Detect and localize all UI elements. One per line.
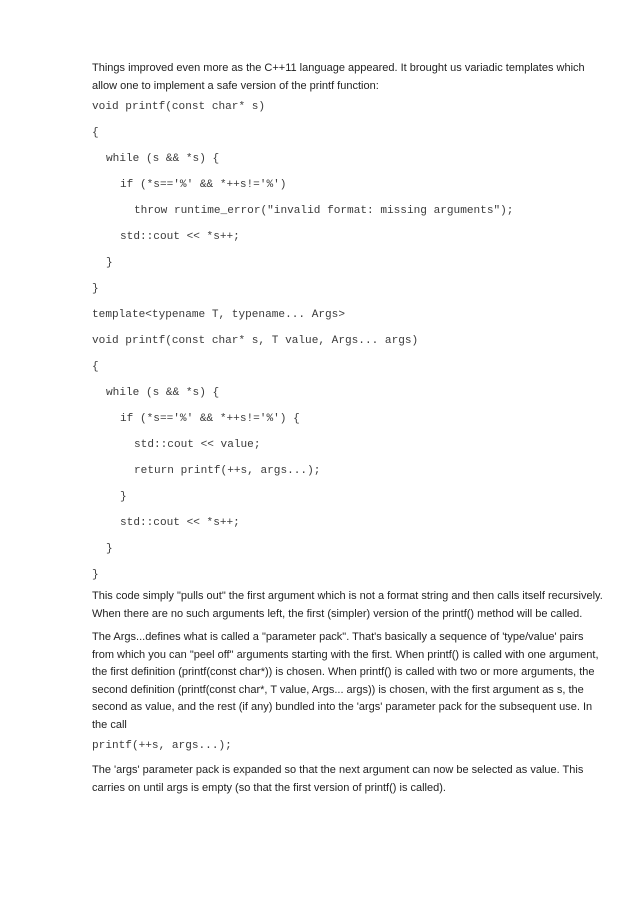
code-line: throw runtime_error("invalid format: missing arguments"); [134, 205, 514, 217]
code-line: if (*s=='%' && *++s!='%') [120, 179, 287, 191]
code-line: std::cout << *s++; [120, 517, 240, 529]
code-block-printf [92, 101, 604, 588]
code-line: { [92, 361, 99, 373]
code-line: while (s && *s) { [106, 153, 220, 165]
code-line: void printf(const char* s) [92, 101, 266, 113]
code-line: std::cout << value; [134, 439, 261, 451]
call-code-line: printf(++s, args...); [92, 740, 232, 752]
intro-paragraph: Things improved even more as the C++11 language appeared. It brought us variadic templates which allow one to implement a safe version of the printf function: [92, 62, 585, 92]
code-line: } [120, 491, 127, 503]
code-line: while (s && *s) { [106, 387, 220, 399]
expansion-paragraph: The 'args' parameter pack is expanded so that the next argument can now be selected as value. This carries on until args is empty (so that the first version of printf() is called). [92, 764, 584, 794]
code-line: } [106, 257, 113, 269]
code-line: std::cout << *s++; [120, 231, 240, 243]
explanation-paragraph: This code simply "pulls out" the first argument which is not a format string and then calls itself recursively. When there are no such arguments left, the first (simpler) version of the printf() method will be called. [92, 590, 603, 620]
document-page [92, 60, 604, 797]
code-line: { [92, 127, 99, 139]
code-line: template<typename T, typename... Args> [92, 309, 345, 321]
code-line: return printf(++s, args...); [134, 465, 321, 477]
code-line: } [92, 569, 99, 581]
code-line: } [106, 543, 113, 555]
code-line: } [92, 283, 99, 295]
code-line: if (*s=='%' && *++s!='%') { [120, 413, 300, 425]
parameter-pack-paragraph: The Args...defines what is called a "parameter pack". That's basically a sequence of 'type/value' pairs from which you can "peel off" arguments starting with the first. When printf() is called with one argument, the first definition (printf(const char*)) is chosen. When printf() is called with two or more arguments, the second definition (printf(const char*, T value, Args... args)) is chosen, with the first argument as s, the second as value, and the rest (if any) bundled into the 'args' parameter pack for the subsequent use. In the call [92, 631, 599, 731]
code-line: void printf(const char* s, T value, Args... args) [92, 335, 419, 347]
